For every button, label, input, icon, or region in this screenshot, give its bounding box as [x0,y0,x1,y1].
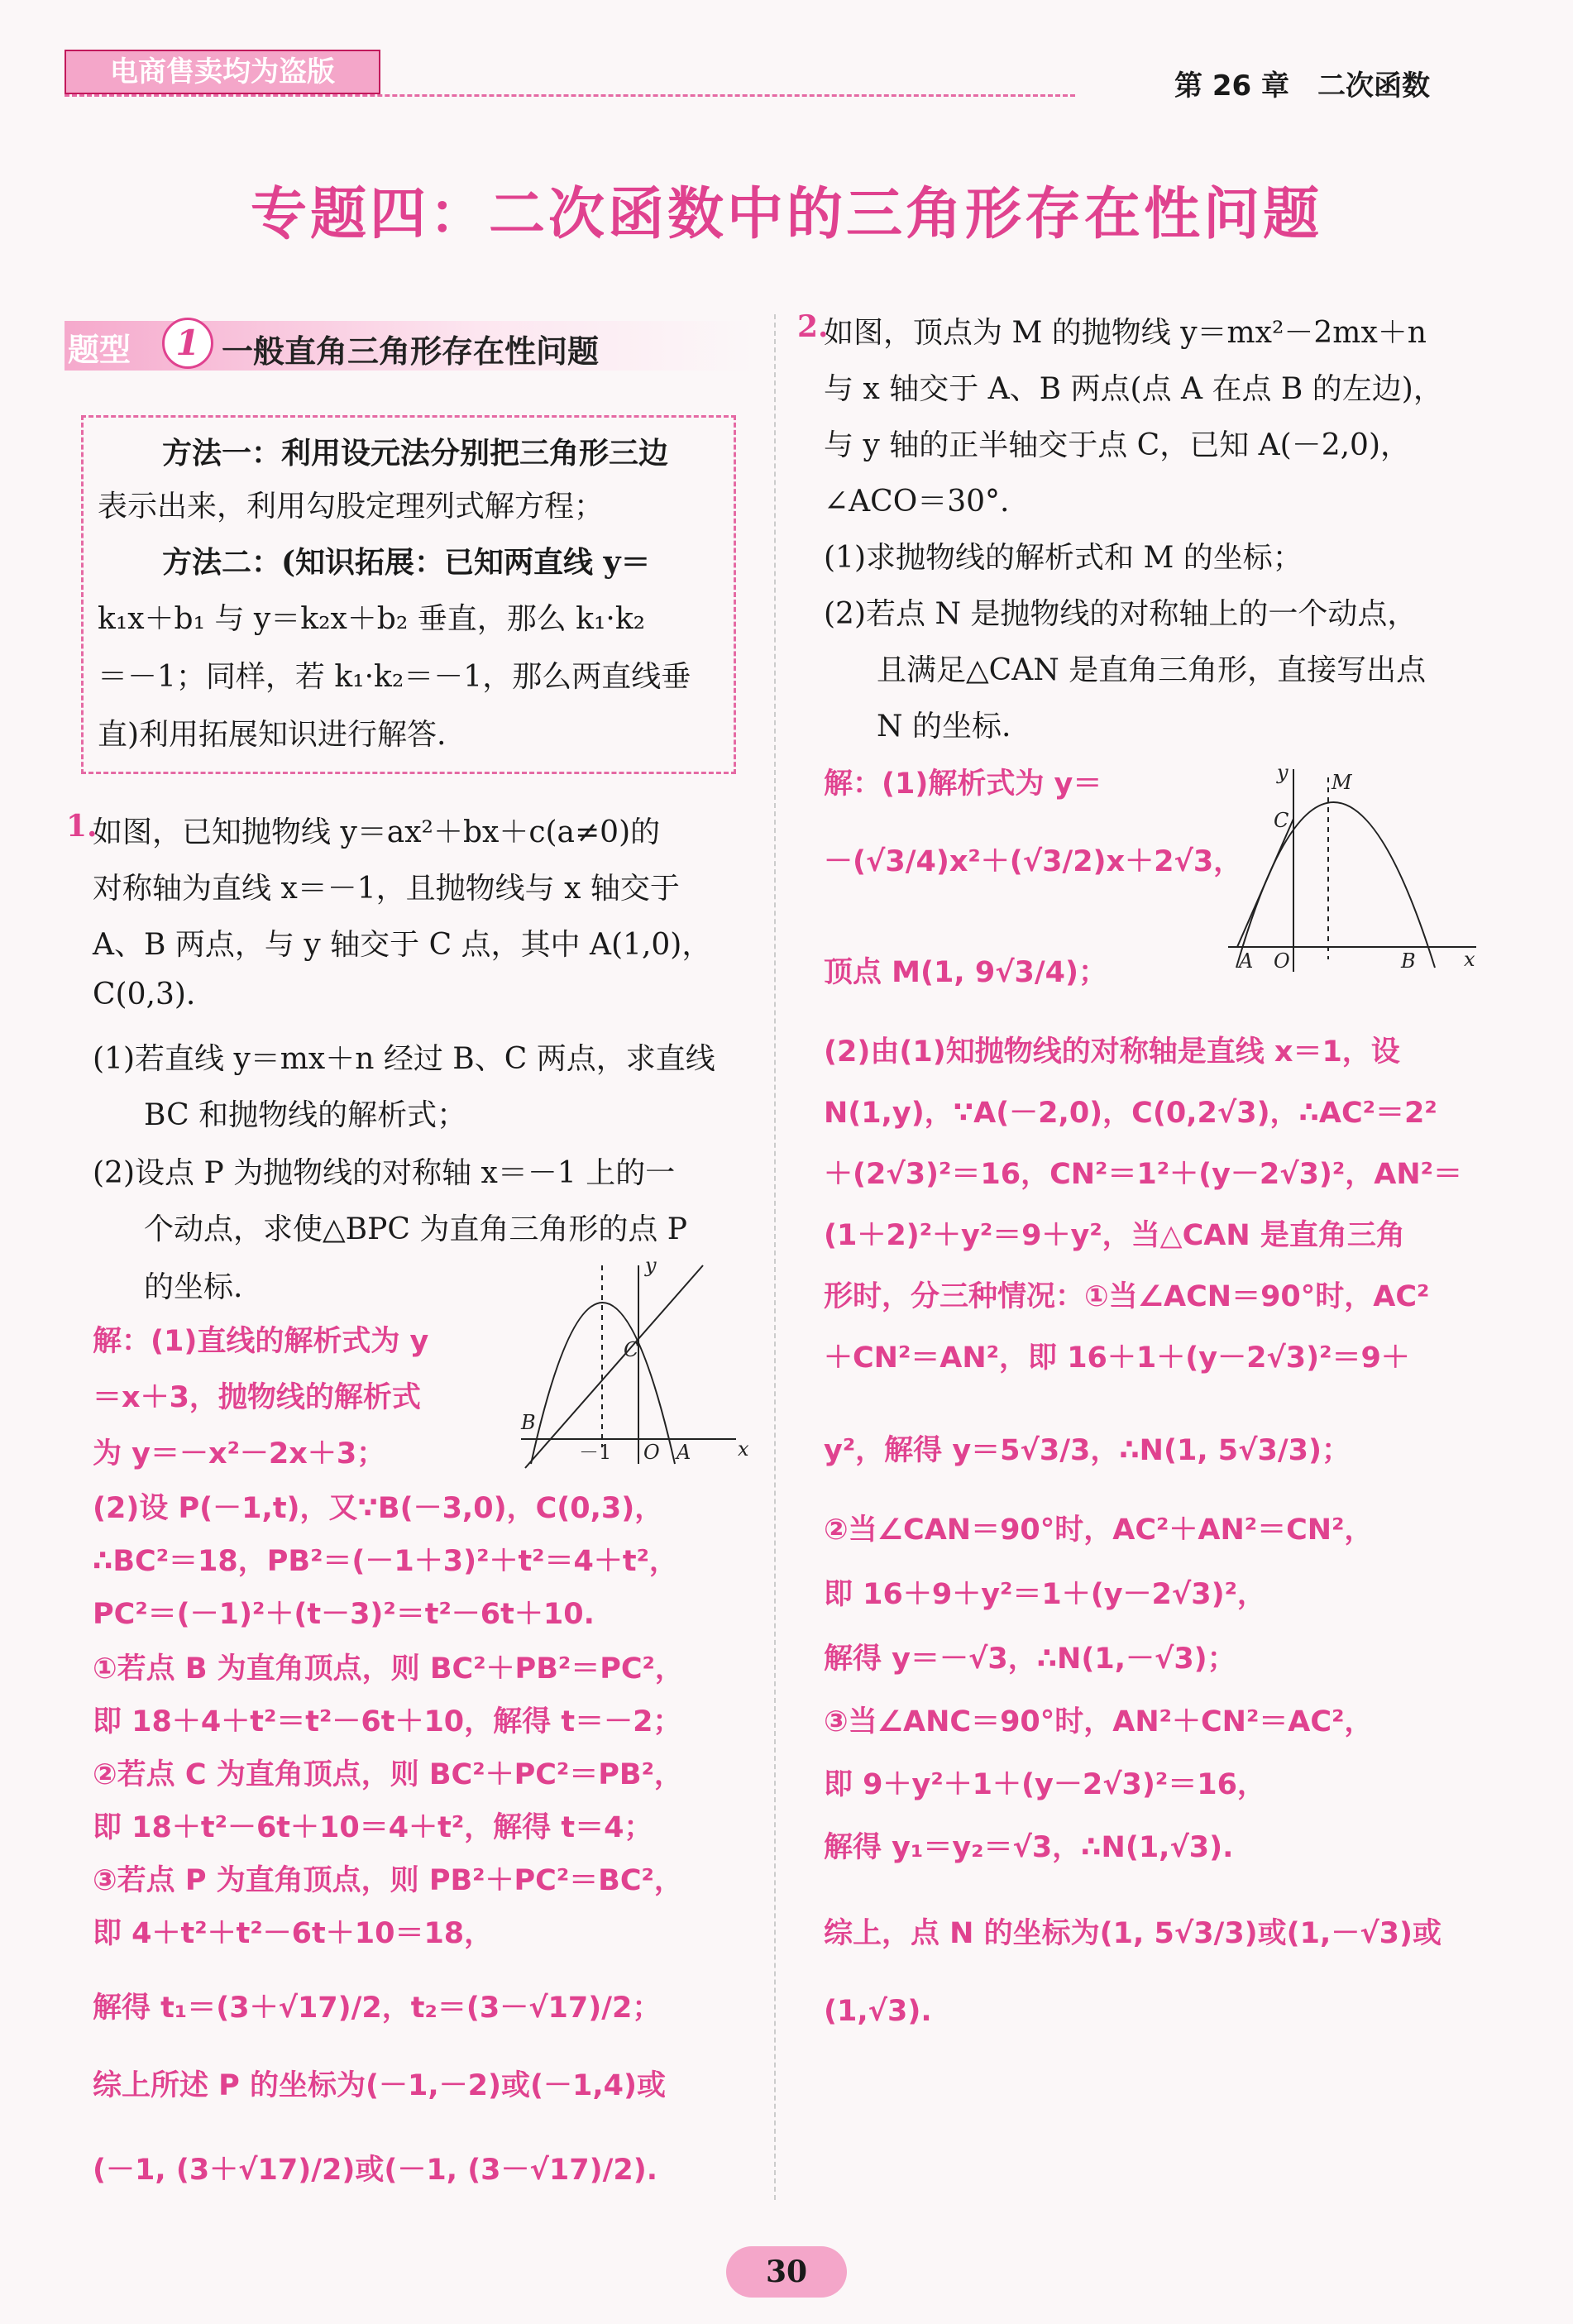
problem2-solution-line: 解：(1)解析式为 y＝ [824,767,1102,801]
problem2-solution-line: ＋(2√3)²＝16，CN²＝1²＋(y－2√3)²，AN²＝ [824,1158,1462,1191]
method-line-1: 方法一：利用设元法分别把三角形三边 [162,436,669,471]
problem1-solution-line: 综上所述 P 的坐标为(－1,－2)或(－1,4)或 [93,2069,667,2102]
fig1-label-y: y [645,1254,657,1277]
problem2-solution-line: N(1,y)，∵A(－2,0)，C(0,2√3)，∴AC²＝2² [824,1097,1437,1130]
problem1-solution-line: 解得 t₁＝(3＋√17)/2，t₂＝(3－√17)/2； [93,1992,662,2025]
problem2-solution-line: (1,√3). [824,1995,932,2028]
problem2-solution-line: (2)由(1)知抛物线的对称轴是直线 x＝1，设 [824,1035,1400,1069]
section-title: 一般直角三角形存在性问题 [222,333,600,370]
fig1-label-x: x [738,1437,749,1461]
section-label: 题型 [68,332,131,368]
problem2-line: ∠ACO＝30°. [824,485,1010,519]
problem2-solution-line: 顶点 M(1, 9√3/4)； [824,956,1108,989]
problem1-line: 的坐标. [144,1270,243,1304]
method-line-2: 表示出来，利用勾股定理列式解方程； [98,490,605,524]
figure-1 [513,1249,753,1472]
problem2-number: 2. [797,309,829,344]
problem2-solution-line: (1＋2)²＋y²＝9＋y²，当△CAN 是直角三角 [824,1219,1405,1252]
page-number: 30 [726,2246,847,2298]
problem1-solution-line: ＝x＋3，抛物线的解析式 [93,1381,421,1414]
problem2-solution-line: 解得 y₁＝y₂＝√3，∴N(1,√3). [824,1831,1234,1864]
problem2-solution-line: 即 9＋y²＋1＋(y－2√3)²＝16， [824,1768,1266,1801]
fig2-label-x: x [1464,948,1475,971]
problem2-solution-line: 综上，点 N 的坐标为(1, 5√3/3)或(1,－√3)或 [824,1917,1442,1950]
problem1-solution-line: 即 18＋4＋t²＝t²－6t＋10，解得 t＝－2； [93,1705,682,1738]
fig1-label-b: B [521,1411,536,1434]
line-ac [1237,819,1293,947]
line-bc [525,1265,703,1468]
fig2-label-o: O [1274,949,1290,973]
problem1-solution-line: (－1, (3＋√17)/2)或(－1, (3－√17)/2). [93,2154,658,2187]
problem2-line: N 的坐标. [877,710,1011,744]
parabola [1236,802,1435,968]
fig1-label-c: C [624,1338,639,1361]
method-line-6: 直)利用拓展知识进行解答. [98,718,447,752]
fig2-label-b: B [1401,949,1416,973]
problem1-line: BC 和抛物线的解析式； [144,1098,467,1132]
problem1-solution-line: ③若点 P 为直角顶点，则 PB²＋PC²＝BC²， [93,1864,683,1897]
fig2-label-c: C [1274,809,1289,832]
problem1-line: 对称轴为直线 x＝－1，且抛物线与 x 轴交于 [93,872,680,906]
figure-2 [1224,761,1489,976]
problem1-line: (1)若直线 y＝mx＋n 经过 B、C 两点，求直线 [93,1042,715,1076]
problem2-line: (1)求抛物线的解析式和 M 的坐标； [824,541,1303,575]
problem2-solution-line: 形时，分三种情况：①当∠ACN＝90°时，AC² [824,1280,1430,1313]
problem1-line: 如图，已知抛物线 y＝ax²＋bx＋c(a≠0)的 [93,815,661,849]
problem1-number: 1. [66,809,98,844]
column-divider [774,314,776,2200]
method-line-3: 方法二：(知识拓展：已知两直线 y＝ [162,545,651,580]
problem2-solution-line: ＋CN²＝AN²，即 16＋1＋(y－2√3)²＝9＋ [824,1341,1410,1375]
fig2-label-a: A [1239,949,1254,973]
fig1-label-a: A [677,1441,691,1464]
problem1-solution-line: 解：(1)直线的解析式为 y [93,1325,429,1358]
problem1-solution-line: (2)设 P(－1,t)，又∵B(－3,0)，C(0,3)， [93,1492,664,1525]
problem2-line: 与 y 轴的正半轴交于点 C，已知 A(－2,0)， [824,428,1410,462]
page-title: 专题四：二次函数中的三角形存在性问题 [250,182,1322,247]
problem1-line: C(0,3). [93,978,196,1011]
problem1-solution-line: 即 4＋t²＋t²－6t＋10＝18， [93,1917,494,1950]
problem1-solution-line: 为 y＝－x²－2x＋3； [93,1437,386,1470]
problem1-line: (2)设点 P 为抛物线的对称轴 x＝－1 上的一 [93,1156,676,1190]
problem2-line: 且满足△CAN 是直角三角形，直接写出点 [877,653,1427,687]
problem2-solution-line: ②当∠CAN＝90°时，AC²＋AN²＝CN²， [824,1513,1374,1547]
problem2-solution-line: 即 16＋9＋y²＝1＋(y－2√3)²， [824,1578,1266,1611]
fig2-label-y: y [1277,761,1289,784]
problem1-line: A、B 两点，与 y 轴交于 C 点，其中 A(1,0)， [93,928,712,962]
problem1-solution-line: PC²＝(－1)²＋(t－3)²＝t²－6t＋10. [93,1598,595,1631]
problem2-solution-line: 解得 y＝－√3，∴N(1,－√3)； [824,1643,1236,1676]
fig2-label-m: M [1332,771,1352,794]
header-divider [65,94,1075,97]
header-tag: 电商售卖均为盗版 [65,50,380,94]
problem2-line: (2)若点 N 是抛物线的对称轴上的一个动点， [824,597,1418,631]
problem1-solution-line: ∴BC²＝18，PB²＝(－1＋3)²＋t²＝4＋t²， [93,1545,678,1578]
problem1-line: 个动点，求使△BPC 为直角三角形的点 P [144,1212,688,1246]
problem1-solution-line: 即 18＋t²－6t＋10＝4＋t²，解得 t＝4； [93,1811,653,1844]
problem2-solution-line: ③当∠ANC＝90°时，AN²＋CN²＝AC²， [824,1705,1374,1738]
section-number: 1 [162,318,213,369]
fig1-label-m1: －1 [579,1441,612,1464]
fig1-label-o: O [643,1441,660,1464]
problem2-solution-line: －(√3/4)x²＋(√3/2)x＋2√3， [824,845,1243,878]
problem2-line: 如图，顶点为 M 的抛物线 y＝mx²－2mx＋n [824,316,1427,350]
problem2-line: 与 x 轴交于 A、B 两点(点 A 在点 B 的左边)， [824,372,1443,406]
method-line-4: k₁x＋b₁ 与 y＝k₂x＋b₂ 垂直，那么 k₁·k₂ [98,602,646,636]
problem1-solution-line: ②若点 C 为直角顶点，则 BC²＋PC²＝PB²， [93,1758,683,1791]
method-line-5: ＝－1；同样，若 k₁·k₂＝－1，那么两直线垂 [98,660,691,694]
problem1-solution-line: ①若点 B 为直角顶点，则 BC²＋PB²＝PC²， [93,1652,684,1686]
chapter-title: 第 26 章 二次函数 [1174,69,1430,103]
problem2-solution-line: y²，解得 y＝5√3/3，∴N(1, 5√3/3)； [824,1434,1351,1467]
